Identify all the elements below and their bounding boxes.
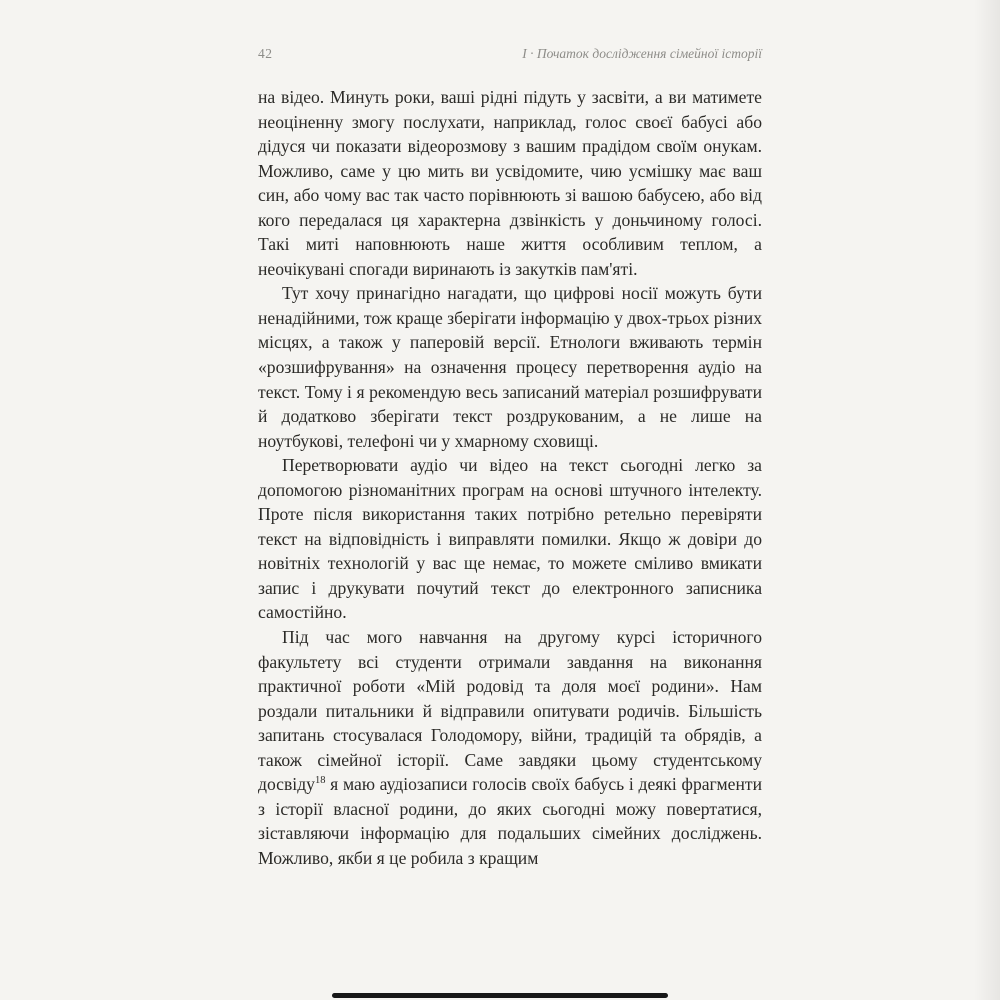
paragraph-4-text-end: я маю аудіозаписи голосів своїх бабусь і деякі фрагменти з історії власної родини, до яких сьогодні можу повертатися, зіставляючи інформацію для подальших сімейних досліджень. Можливо, якби я це робила з кращим: [258, 774, 762, 868]
home-indicator[interactable]: [332, 993, 668, 998]
page-edge-shadow: [974, 0, 1000, 1000]
paragraph-3: Перетворювати аудіо чи відео на текст сьогодні легко за допомогою різноманітних програм на основі штучного інтелекту. Проте після використання таких потрібно ретельно перевіряти текст на відповідність і виправляти помилки. Якщо ж довіри до новітніх технологій у вас ще немає, то можете сміливо вмикати запис і друкувати почутий текст до електронного записника самостійно.: [258, 455, 762, 623]
footnote-ref-18: 18: [314, 775, 326, 787]
text-column: [258, 46, 762, 871]
body-text: [258, 85, 762, 871]
paragraph-2: Тут хочу принагідно нагадати, що цифрові носії можуть бути ненадійними, тож краще зберігати інформацію у двох-трьох різних місцях, а також у паперовій версії. Етнологи вживають термін «розшифрування» на означення процесу перетворення аудіо на текст. Тому і я рекомендую весь записаний матеріал розшифрувати й додатково зберігати текст роздрукованим, а не лише на ноутбукові, телефоні чи у хмарному сховищі.: [258, 283, 762, 451]
page-number: 42: [258, 46, 273, 61]
paragraph-4: [258, 625, 762, 870]
running-header: [258, 46, 762, 62]
chapter-running-title: І · Початок дослідження сімейної історії: [522, 46, 762, 61]
paragraph-4-text-start: Під час мого навчання на другому курсі історичного факультету всі студенти отримали завдання на виконання практичної роботи «Мій родовід та доля моєї родини». Нам роздали питальники й відправили опитувати родичів. Більшість запитань стосувалася Голодомору, війни, традицій та обрядів, а також сімейної історії. Саме завдяки цьому студентському досвіду: [258, 627, 762, 795]
paragraph-1: на відео. Минуть роки, ваші рідні підуть у засвіти, а ви матимете неоціненну змогу послухати, наприклад, голос своєї бабусі або дідуся чи показати відеорозмову з вашим прадідом своїм онукам. Можливо, саме у цю мить ви усвідомите, чию усмішку має ваш син, або чому вас так часто порівнюють зі вашою бабусею, або від кого передалася ця характерна дзвінкість у доньчиному голосі. Такі миті наповнюють наше життя особливим теплом, а неочікувані спогади виринають із закутків пам'яті.: [258, 87, 762, 279]
